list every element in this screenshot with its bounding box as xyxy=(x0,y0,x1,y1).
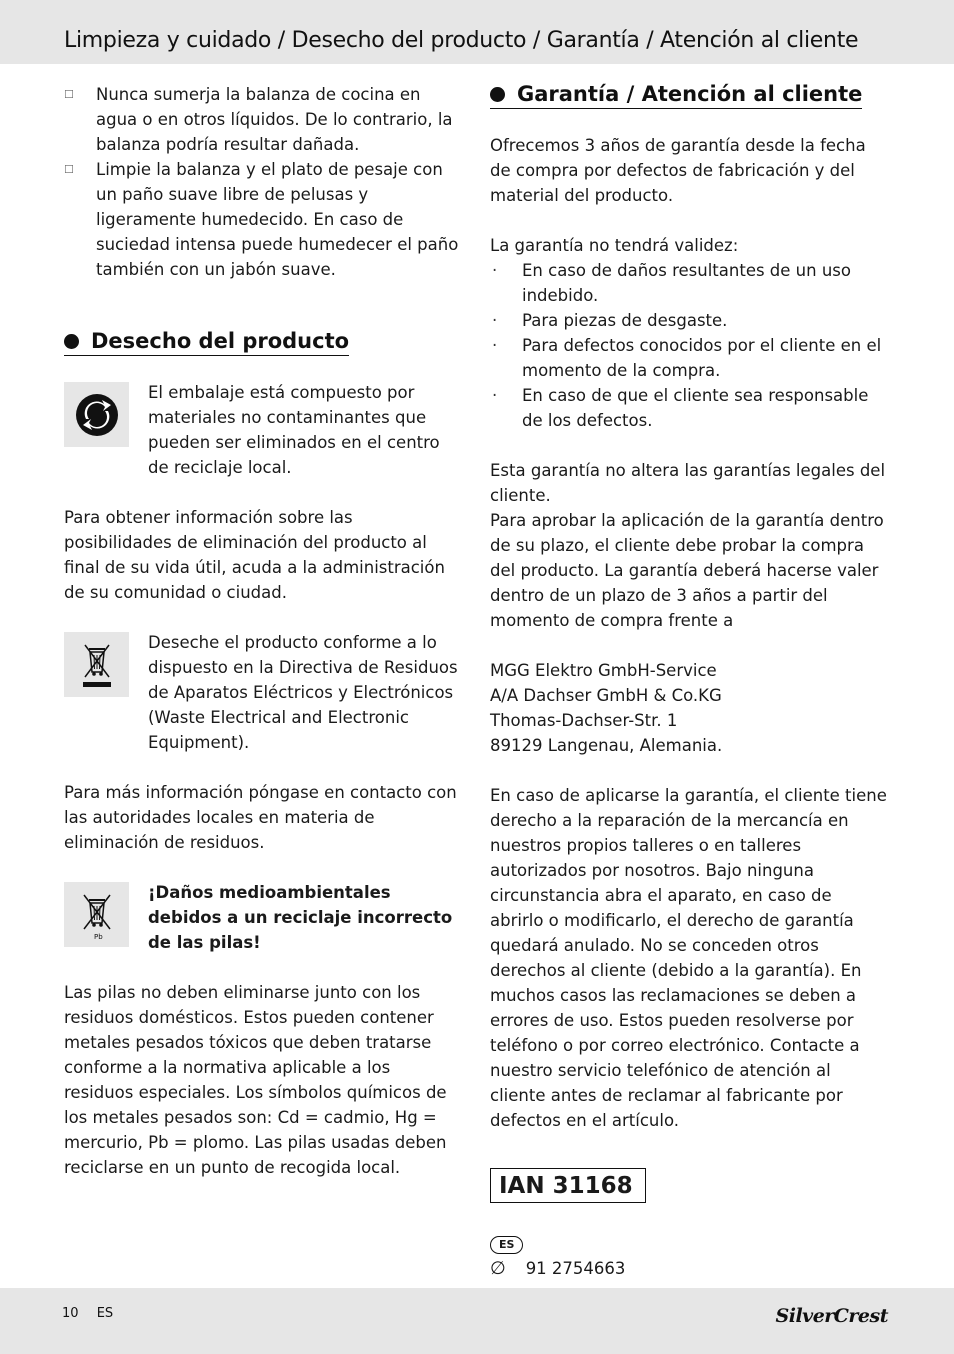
list-item: · En caso de daños resultantes de un uso indebido. xyxy=(492,261,851,305)
phone-number: 91 2754663 xyxy=(525,1259,626,1278)
list-item: · Para piezas de desgaste. xyxy=(492,311,728,330)
battery-warning-block: Pb ¡Daños medioambientales debidos a un reciclaje incorrecto de las pilas! xyxy=(64,880,462,955)
warranty-heading: Garantía / Atención al cliente xyxy=(490,82,862,109)
battery-text: Las pilas no deben eliminarse junto con los residuos domésticos. Estos pueden contener metales pesados tóxicos que deben tratarse conforme a la normativa aplicable a los residuos especiales. Los símbolos químicos de los metales pesados son: Cd = cadmio, Hg = mercurio, Pb = plomo. Las pilas usadas deben reciclarse en un punto de recogida local. xyxy=(64,983,447,1177)
checkbox-bullet-icon: ☐ xyxy=(64,163,74,176)
recycling-icon xyxy=(64,382,129,447)
warranty-intro: Ofrecemos 3 años de garantía desde la fecha de compra por defectos de fabricación y del material del producto. xyxy=(490,136,866,205)
warranty-legal-text: Esta garantía no altera las garantías legales del cliente. xyxy=(490,461,886,505)
heading-bullet-icon xyxy=(64,334,79,349)
packaging-block: El embalaje está compuesto por materiales no contaminantes que pueden ser eliminados en el centro de reciclaje local. xyxy=(64,380,462,480)
list-item: · Para defectos conocidos por el cliente en el momento de la compra. xyxy=(492,336,882,380)
ian-number: IAN 31168 xyxy=(490,1168,646,1203)
battery-bin-icon xyxy=(64,882,129,947)
list-item: · En caso de que el cliente sea responsable de los defectos. xyxy=(492,386,869,430)
weee-block: Deseche el producto conforme a lo dispuesto en la Directiva de Residuos de Aparatos Eléctricos y Electrónicos (Waste Electrical and Electronic Equipment). xyxy=(64,630,462,755)
service-address: MGG Elektro GmbH-Service A/A Dachser GmbH & Co.KG Thomas-Dachser-Str. 1 89129 Langenau, Alemania. xyxy=(490,661,723,755)
disposal-info-text: Para obtener información sobre las posibilidades de eliminación del producto al final de su vida útil, acuda a la administración de su comunidad o ciudad. xyxy=(64,508,445,602)
battery-icon-label: Pb xyxy=(93,932,103,941)
phone-icon: ∅ xyxy=(490,1258,506,1279)
care-item: ☐ Nunca sumerja la balanza de cocina en agua o en otros líquidos. De lo contrario, la balanza podría resultar dañada. xyxy=(64,82,462,157)
phone-row xyxy=(490,1256,890,1281)
warranty-invalid-lead: La garantía no tendrá validez: xyxy=(490,236,739,255)
care-item: ☐ Limpie la balanza y el plato de pesaje con un paño suave libre de pelusas y ligeramente humedecido. En caso de suciedad intensa puede humedecer el paño también con un jabón suave. xyxy=(64,157,462,282)
authorities-text: Para más información póngase en contacto con las autoridades locales en materia de eliminación de residuos. xyxy=(64,783,457,852)
page-footer xyxy=(0,1288,954,1354)
page-language: ES xyxy=(96,1306,114,1321)
warranty-claim-text: Para aprobar la aplicación de la garantía dentro de su plazo, el cliente debe probar la compra del producto. La garantía deberá hacerse valer dentro de un plazo de 3 años a partir del momento de compra frente a xyxy=(490,511,884,630)
left-column xyxy=(64,82,462,1180)
page-number: 10 xyxy=(62,1306,79,1321)
checkbox-bullet-icon: ☐ xyxy=(64,88,74,101)
page-title: Limpieza y cuidado / Desecho del producto / Garantía / Atención al cliente xyxy=(64,28,859,53)
page-number-block xyxy=(62,1306,113,1321)
disposal-heading: Desecho del producto xyxy=(64,329,349,356)
warranty-service-text: En caso de aplicarse la garantía, el cliente tiene derecho a la reparación de la mercancía en nuestros propios talleres o en talleres autorizados por nosotros. Bajo ninguna circunstancia abra el aparato, en caso de abrirlo o modificarlo, el derecho de garantía quedará anulado. No se conceden otros derechos al cliente (debido a la garantía). En muchos casos las reclamaciones se deben a errores de uso. Estos pueden resolverse por teléfono o por correo electrónico. Contacte a nuestro servicio telefónico de atención al cliente antes de reclamar al fabricante por defectos en el artículo. xyxy=(490,786,887,1130)
right-column xyxy=(490,82,890,1281)
page-header-band xyxy=(0,0,954,64)
crossed-bin-icon xyxy=(64,632,129,697)
heading-bullet-icon xyxy=(490,87,505,102)
country-badge: ES xyxy=(490,1236,523,1254)
ian-box xyxy=(490,1168,890,1203)
brand-logo: SilverCrest xyxy=(775,1305,888,1327)
country-badge-row xyxy=(490,1233,890,1254)
disposal-section xyxy=(64,329,462,356)
